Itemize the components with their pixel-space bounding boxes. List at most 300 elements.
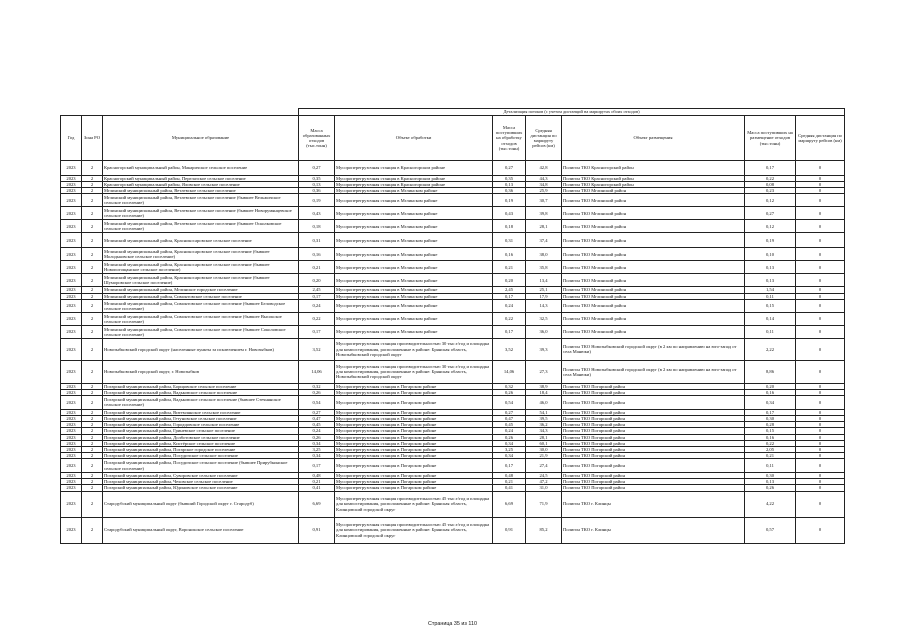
cell-disposal-object: Полигон ТКО Погарский район (562, 383, 745, 389)
table-header-row (61, 116, 845, 161)
cell-disposal-object: Полигон ТКО Мглинский район (562, 325, 745, 338)
cell-disposal-distance: 0 (796, 517, 845, 543)
cell-generated-mass: 3,25 (299, 446, 335, 452)
cell-year: 2023 (61, 287, 82, 293)
cell-zone: 2 (82, 299, 103, 312)
cell-disposal-object: Полигон ТКО Мглинский район (562, 188, 745, 194)
cell-processing-mass: 0,19 (493, 194, 526, 207)
cell-zone: 2 (82, 182, 103, 188)
cell-year: 2023 (61, 416, 82, 422)
cell-processing-object: Мусороперегрузочная станция в Погарском районе (335, 389, 493, 395)
cell-processing-mass: 0,24 (493, 428, 526, 434)
cell-municipality: Погарский муниципальный район, Гриневское сельское поселение (103, 428, 299, 434)
cell-zone: 2 (82, 274, 103, 287)
cell-processing-mass: 0,21 (493, 479, 526, 485)
cell-disposal-object: Полигон ТКО Мглинский район (562, 233, 745, 248)
cell-zone: 2 (82, 188, 103, 194)
header-municipality: Муниципальное образование (103, 116, 299, 161)
cell-year: 2023 (61, 428, 82, 434)
cell-processing-object: Мусороперегрузочная станция в Мглинском районе (335, 248, 493, 261)
table-row (61, 161, 845, 176)
cell-disposal-object: Полигон ТКО Мглинский район (562, 261, 745, 274)
cell-processing-object: Мусороперегрузочная станция в Погарском районе (335, 428, 493, 434)
cell-processing-mass: 0,34 (493, 440, 526, 446)
cell-processing-object: Мусороперегрузочная станция в Красногорском районе (335, 176, 493, 182)
table-row (61, 248, 845, 261)
cell-processing-object: Мусороперегрузочная станция в Погарском районе (335, 395, 493, 409)
cell-processing-mass: 0,16 (493, 248, 526, 261)
cell-generated-mass: 0,20 (299, 274, 335, 287)
cell-zone: 2 (82, 207, 103, 220)
waste-flow-table (60, 108, 845, 544)
cell-processing-mass: 3,52 (493, 338, 526, 360)
cell-municipality: Погарский муниципальный район, Городцовское сельское поселение (103, 422, 299, 428)
cell-generated-mass: 0,24 (299, 428, 335, 434)
cell-disposal-distance: 0 (796, 434, 845, 440)
cell-processing-object: Мусороперегрузочная станция в Погарском районе (335, 459, 493, 473)
table-row (61, 274, 845, 287)
cell-year: 2023 (61, 395, 82, 409)
cell-processing-mass: 0,54 (493, 395, 526, 409)
cell-processing-distance: 30,7 (526, 194, 562, 207)
cell-zone: 2 (82, 220, 103, 233)
cell-processing-object: Мусороперегрузочная станция в Погарском районе (335, 440, 493, 446)
cell-year: 2023 (61, 473, 82, 479)
cell-processing-distance: 30,0 (526, 446, 562, 452)
cell-disposal-mass: 0,34 (745, 395, 796, 409)
cell-processing-object: Мусороперегрузочная станция производительностью 30 тыс.т/год и площадка для компостирования, расположенные в районе: Брянская область, Новозыбковский городской округ (335, 338, 493, 360)
cell-processing-mass: 0,43 (493, 207, 526, 220)
cell-generated-mass: 0,27 (299, 161, 335, 176)
cell-disposal-distance: 0 (796, 261, 845, 274)
cell-processing-mass: 0,21 (493, 261, 526, 274)
cell-disposal-object: Полигон ТКО Погарский район (562, 473, 745, 479)
cell-processing-mass: 14,06 (493, 360, 526, 383)
cell-municipality: Погарский муниципальный район, Погарское городское поселение (103, 446, 299, 452)
cell-generated-mass: 0,26 (299, 434, 335, 440)
cell-municipality: Мглинский муниципальный район, Симонтовское сельское поселение (бывшее Соколовское сельское поселение) (103, 325, 299, 338)
cell-disposal-distance: 0 (796, 446, 845, 452)
cell-zone: 2 (82, 176, 103, 182)
cell-processing-object: Мусороперегрузочная станция в Погарском районе (335, 422, 493, 428)
cell-disposal-mass: 0,23 (745, 188, 796, 194)
cell-zone: 2 (82, 452, 103, 458)
cell-municipality: Погарский муниципальный район, Кистёрское сельское поселение (103, 440, 299, 446)
cell-processing-distance: 28,1 (526, 220, 562, 233)
cell-disposal-distance: 0 (796, 207, 845, 220)
cell-processing-mass: 0,27 (493, 161, 526, 176)
cell-disposal-mass: 2,05 (745, 446, 796, 452)
header-zone: Зона РО (82, 116, 103, 161)
cell-disposal-distance: 0 (796, 248, 845, 261)
cell-generated-mass: 0,31 (299, 233, 335, 248)
cell-year: 2023 (61, 261, 82, 274)
cell-disposal-distance: 0 (796, 360, 845, 383)
cell-disposal-mass: 0,26 (745, 485, 796, 491)
header-disposal-object: Объект размещения (562, 116, 745, 161)
cell-generated-mass: 0,41 (299, 485, 335, 491)
cell-processing-distance: 47,2 (526, 479, 562, 485)
cell-generated-mass: 0,16 (299, 248, 335, 261)
cell-processing-distance: 34,8 (526, 182, 562, 188)
cell-processing-distance: 21,9 (526, 452, 562, 458)
cell-disposal-object: Полигон ТКО Мглинский район (562, 293, 745, 299)
cell-zone: 2 (82, 434, 103, 440)
cell-processing-mass: 0,91 (493, 517, 526, 543)
cell-municipality: Погарский муниципальный район, Вадьковское сельское поселение (бывшее Стечнянское сельское поселение) (103, 395, 299, 409)
table-body (61, 161, 845, 544)
cell-zone: 2 (82, 360, 103, 383)
cell-municipality: Погарский муниципальный район, Витемлянское сельское поселение (103, 409, 299, 415)
cell-zone: 2 (82, 473, 103, 479)
cell-municipality: Мглинский муниципальный район, Симонтовское сельское поселение (бывшее Высокское сельское поселение) (103, 312, 299, 325)
cell-zone: 2 (82, 517, 103, 543)
cell-zone: 2 (82, 248, 103, 261)
cell-zone: 2 (82, 233, 103, 248)
cell-processing-object: Мусороперегрузочная станция в Погарском районе (335, 452, 493, 458)
cell-municipality: Погарский муниципальный район, Гетуновское сельское поселение (103, 416, 299, 422)
cell-municipality: Мглинский муниципальный район, Краснокосаровское сельское поселение (бывшее Шуморовское сельское поселение) (103, 274, 299, 287)
cell-generated-mass: 14,06 (299, 360, 335, 383)
cell-year: 2023 (61, 161, 82, 176)
cell-zone: 2 (82, 338, 103, 360)
cell-generated-mass: 0,27 (299, 409, 335, 415)
cell-disposal-object: Полигон ТКО Погарский район (562, 440, 745, 446)
cell-zone: 2 (82, 446, 103, 452)
table-super-header: Детализация потоков (с учетом дистанций на маршрутах обоих отходов) (299, 109, 845, 116)
cell-processing-object: Мусороперегрузочная станция в Мглинском районе (335, 188, 493, 194)
cell-disposal-mass: 8,86 (745, 360, 796, 383)
cell-processing-object: Мусороперегрузочная станция производительностью 45 тыс.т/год и площадка для компостирования, расположенные в районе: Брянская область, Клинцовский городской округ (335, 491, 493, 517)
cell-disposal-mass: 0,20 (745, 383, 796, 389)
cell-year: 2023 (61, 452, 82, 458)
cell-processing-distance: 28,1 (526, 434, 562, 440)
cell-processing-object: Мусороперегрузочная станция в Мглинском районе (335, 325, 493, 338)
cell-processing-distance: 71,9 (526, 491, 562, 517)
cell-processing-object: Мусороперегрузочная станция в Мглинском районе (335, 287, 493, 293)
cell-disposal-distance: 0 (796, 220, 845, 233)
cell-disposal-mass: 0,17 (745, 161, 796, 176)
cell-year: 2023 (61, 248, 82, 261)
cell-disposal-distance: 0 (796, 395, 845, 409)
cell-municipality: Мглинский муниципальный район, Краснокосаровское сельское поселение (бывшее Новопогощанское сельское поселение) (103, 261, 299, 274)
header-processing-object: Объект обработки (335, 116, 493, 161)
table-row (61, 395, 845, 409)
cell-disposal-object: Полигон ТКО Погарский район (562, 416, 745, 422)
cell-disposal-distance: 0 (796, 182, 845, 188)
cell-processing-mass: 0,41 (493, 485, 526, 491)
cell-zone: 2 (82, 261, 103, 274)
cell-processing-distance: 39,8 (526, 207, 562, 220)
cell-zone: 2 (82, 416, 103, 422)
cell-disposal-distance: 0 (796, 452, 845, 458)
cell-disposal-object: Полигон ТКО Мглинский район (562, 220, 745, 233)
cell-zone: 2 (82, 161, 103, 176)
table-row (61, 360, 845, 383)
cell-disposal-object: Полигон ТКО Красногорский район (562, 176, 745, 182)
cell-disposal-distance: 0 (796, 233, 845, 248)
cell-municipality: Мглинский муниципальный район, Симонтовское сельское поселение (103, 293, 299, 299)
cell-disposal-distance: 0 (796, 422, 845, 428)
cell-generated-mass: 0,47 (299, 416, 335, 422)
cell-municipality: Мглинский муниципальный район, Краснокосаровское сельское поселение (бывшее Молодьковское сельское поселение) (103, 248, 299, 261)
cell-generated-mass: 0,54 (299, 395, 335, 409)
cell-disposal-mass: 0,21 (745, 452, 796, 458)
cell-disposal-distance: 0 (796, 293, 845, 299)
cell-disposal-mass: 0,16 (745, 434, 796, 440)
cell-processing-distance: 85,2 (526, 517, 562, 543)
cell-processing-distance: 13,4 (526, 274, 562, 287)
cell-disposal-object: Полигон ТКО г. Клинцы (562, 491, 745, 517)
cell-zone: 2 (82, 389, 103, 395)
cell-municipality: Мглинский муниципальный район, Симонтовское сельское поселение (бывшее Беловодское сельское поселение) (103, 299, 299, 312)
cell-municipality: Погарский муниципальный район, Долботовское сельское поселение (103, 434, 299, 440)
cell-processing-mass: 0,31 (493, 233, 526, 248)
cell-generated-mass: 6,69 (299, 491, 335, 517)
cell-municipality: Мглинский муниципальный район, Мглинское городское поселение (103, 287, 299, 293)
cell-processing-distance: 39,3 (526, 338, 562, 360)
header-year: Год (61, 116, 82, 161)
cell-disposal-mass: 0,11 (745, 325, 796, 338)
cell-generated-mass: 0,26 (299, 389, 335, 395)
cell-processing-mass: 0,20 (493, 274, 526, 287)
cell-generated-mass: 3,52 (299, 338, 335, 360)
cell-disposal-distance: 0 (796, 299, 845, 312)
cell-year: 2023 (61, 325, 82, 338)
table-row (61, 517, 845, 543)
cell-generated-mass: 0,32 (299, 383, 335, 389)
cell-year: 2023 (61, 233, 82, 248)
cell-processing-distance: 18,4 (526, 389, 562, 395)
cell-processing-distance: 54,1 (526, 409, 562, 415)
cell-zone: 2 (82, 383, 103, 389)
cell-zone: 2 (82, 409, 103, 415)
cell-processing-object: Мусороперегрузочная станция в Мглинском районе (335, 233, 493, 248)
cell-year: 2023 (61, 188, 82, 194)
cell-zone: 2 (82, 491, 103, 517)
cell-processing-mass: 0,35 (493, 176, 526, 182)
cell-generated-mass: 0,17 (299, 459, 335, 473)
cell-processing-mass: 0,26 (493, 389, 526, 395)
cell-municipality: Погарский муниципальный район, Суворовское сельское поселение (103, 473, 299, 479)
cell-processing-distance: 32,5 (526, 312, 562, 325)
table-row (61, 491, 845, 517)
cell-generated-mass: 0,24 (299, 299, 335, 312)
cell-disposal-mass: 0,57 (745, 517, 796, 543)
cell-disposal-distance: 0 (796, 188, 845, 194)
table-row (61, 233, 845, 248)
cell-processing-object: Мусороперегрузочная станция производительностью 45 тыс.т/год и площадка для компостирования, расположенные в районе: Брянская область, Клинцовский городской округ (335, 517, 493, 543)
cell-processing-distance: 14,3 (526, 299, 562, 312)
cell-processing-object: Мусороперегрузочная станция в Погарском районе (335, 383, 493, 389)
table-row (61, 261, 845, 274)
cell-zone: 2 (82, 428, 103, 434)
cell-disposal-object: Полигон ТКО Мглинский район (562, 287, 745, 293)
cell-disposal-object: Полигон ТКО Мглинский район (562, 248, 745, 261)
cell-processing-object: Мусороперегрузочная станция производительностью 30 тыс.т/год и площадка для компостирования, расположенные в районе: Брянская область, Новозыбковский городской округ (335, 360, 493, 383)
cell-disposal-object: Полигон ТКО Мглинский район (562, 312, 745, 325)
cell-generated-mass: 0,19 (299, 194, 335, 207)
cell-disposal-mass: 0,15 (745, 299, 796, 312)
cell-processing-mass: 0,17 (493, 325, 526, 338)
cell-year: 2023 (61, 207, 82, 220)
cell-processing-distance: 35,8 (526, 261, 562, 274)
cell-zone: 2 (82, 440, 103, 446)
cell-generated-mass: 0,22 (299, 312, 335, 325)
cell-disposal-distance: 0 (796, 287, 845, 293)
cell-disposal-mass: 0,12 (745, 194, 796, 207)
cell-disposal-mass: 0,17 (745, 409, 796, 415)
cell-generated-mass: 0,21 (299, 261, 335, 274)
cell-year: 2023 (61, 312, 82, 325)
cell-processing-mass: 6,69 (493, 491, 526, 517)
cell-municipality: Погарский муниципальный район, Юдиновское сельское поселение (103, 485, 299, 491)
cell-processing-mass: 0,24 (493, 299, 526, 312)
cell-year: 2023 (61, 517, 82, 543)
header-disposal-distance: Средняя дистанция по маршруту рейсов (км) (796, 116, 845, 161)
cell-processing-distance: 60,1 (526, 440, 562, 446)
cell-processing-distance: 17,9 (526, 293, 562, 299)
cell-generated-mass: 0,17 (299, 293, 335, 299)
cell-disposal-object: Полигон ТКО Мглинский район (562, 194, 745, 207)
cell-year: 2023 (61, 383, 82, 389)
header-generated-mass: Масса образованных отходов (тыс.тонн) (299, 116, 335, 161)
cell-municipality: Стародубский муниципальный округ (бывший Городской округ г. Стародуб) (103, 491, 299, 517)
cell-year: 2023 (61, 338, 82, 360)
cell-generated-mass: 0,17 (299, 325, 335, 338)
cell-disposal-object: Полигон ТКО Погарский район (562, 479, 745, 485)
cell-disposal-object: Полигон ТКО Погарский район (562, 446, 745, 452)
cell-processing-mass: 0,13 (493, 182, 526, 188)
cell-disposal-object: Полигон ТКО Погарский район (562, 428, 745, 434)
cell-disposal-mass: 0,22 (745, 176, 796, 182)
cell-processing-distance: 25,1 (526, 287, 562, 293)
cell-zone: 2 (82, 459, 103, 473)
cell-processing-object: Мусороперегрузочная станция в Мглинском районе (335, 207, 493, 220)
table-row (61, 220, 845, 233)
cell-disposal-distance: 0 (796, 383, 845, 389)
cell-municipality: Новозыбковский городской округ (населенные пункты за исключением г. Новозыбков) (103, 338, 299, 360)
cell-disposal-distance: 0 (796, 325, 845, 338)
cell-year: 2023 (61, 434, 82, 440)
table-row (61, 207, 845, 220)
cell-generated-mass: 0,21 (299, 479, 335, 485)
cell-disposal-object: Полигон ТКО Погарский район (562, 409, 745, 415)
cell-year: 2023 (61, 440, 82, 446)
cell-disposal-object: Полигон ТКО Погарский район (562, 389, 745, 395)
cell-year: 2023 (61, 360, 82, 383)
cell-municipality: Мглинский муниципальный район, Ветлевское сельское поселение (103, 188, 299, 194)
cell-disposal-mass: 0,15 (745, 428, 796, 434)
cell-year: 2023 (61, 409, 82, 415)
cell-processing-distance: 46,0 (526, 395, 562, 409)
cell-disposal-distance: 0 (796, 428, 845, 434)
table-row (61, 459, 845, 473)
cell-processing-distance: 25,9 (526, 188, 562, 194)
cell-zone: 2 (82, 194, 103, 207)
cell-disposal-mass: 0,13 (745, 274, 796, 287)
cell-disposal-mass: 0,28 (745, 422, 796, 428)
cell-disposal-mass: 0,22 (745, 440, 796, 446)
cell-processing-mass: 0,17 (493, 293, 526, 299)
table-row (61, 325, 845, 338)
cell-processing-object: Мусороперегрузочная станция в Мглинском районе (335, 261, 493, 274)
cell-processing-distance: 34,3 (526, 428, 562, 434)
cell-processing-distance: 37,4 (526, 233, 562, 248)
cell-generated-mass: 0,34 (299, 440, 335, 446)
cell-municipality: Стародубский муниципальный округ, Воронокское сельское поселение (103, 517, 299, 543)
cell-zone: 2 (82, 479, 103, 485)
cell-processing-distance: 31,0 (526, 485, 562, 491)
cell-processing-object: Мусороперегрузочная станция в Мглинском районе (335, 194, 493, 207)
cell-generated-mass: 0,45 (299, 422, 335, 428)
header-disposal-mass: Масса поступивших на размещение отходов (тыс.тонн) (745, 116, 796, 161)
cell-processing-mass: 2,45 (493, 287, 526, 293)
cell-processing-mass: 3,25 (493, 446, 526, 452)
cell-disposal-object: Полигон ТКО Новозыбковский городской округ (в 2 км по направлению на юго-запад от села Манюки) (562, 338, 745, 360)
cell-disposal-mass: 0,27 (745, 207, 796, 220)
cell-processing-object: Мусороперегрузочная станция в Красногорском районе (335, 161, 493, 176)
cell-disposal-mass: 0,11 (745, 459, 796, 473)
table-row (61, 194, 845, 207)
cell-zone: 2 (82, 422, 103, 428)
cell-generated-mass: 0,18 (299, 220, 335, 233)
cell-municipality: Мглинский муниципальный район, Краснокосаровское сельское поселение (103, 233, 299, 248)
cell-processing-mass: 0,48 (493, 473, 526, 479)
cell-disposal-object: Полигон ТКО Красногорский район (562, 161, 745, 176)
cell-disposal-distance: 0 (796, 473, 845, 479)
cell-disposal-mass: 0,30 (745, 416, 796, 422)
cell-disposal-mass: 0,19 (745, 233, 796, 248)
cell-processing-mass: 0,17 (493, 459, 526, 473)
cell-disposal-object: Полигон ТКО Красногорский район (562, 182, 745, 188)
cell-disposal-mass: 0,12 (745, 220, 796, 233)
cell-year: 2023 (61, 422, 82, 428)
cell-year: 2023 (61, 274, 82, 287)
cell-generated-mass: 0,34 (299, 452, 335, 458)
table-row (61, 338, 845, 360)
cell-generated-mass: 0,43 (299, 207, 335, 220)
cell-processing-object: Мусороперегрузочная станция в Погарском районе (335, 416, 493, 422)
cell-disposal-mass: 0,11 (745, 293, 796, 299)
cell-processing-distance: 36,2 (526, 422, 562, 428)
cell-year: 2023 (61, 446, 82, 452)
cell-processing-object: Мусороперегрузочная станция в Погарском районе (335, 409, 493, 415)
cell-municipality: Погарский муниципальный район, Вадьковское сельское поселение (103, 389, 299, 395)
cell-disposal-distance: 0 (796, 161, 845, 176)
cell-processing-distance: 44,3 (526, 176, 562, 182)
cell-processing-object: Мусороперегрузочная станция в Погарском районе (335, 446, 493, 452)
cell-disposal-object: Полигон ТКО Погарский район (562, 434, 745, 440)
cell-disposal-mass: 0,13 (745, 479, 796, 485)
cell-processing-mass: 0,26 (493, 434, 526, 440)
cell-processing-mass: 0,27 (493, 409, 526, 415)
cell-disposal-mass: 0,14 (745, 312, 796, 325)
cell-processing-mass: 0,34 (493, 452, 526, 458)
header-processing-distance: Средняя дистанция по маршруту рейсов (км) (526, 116, 562, 161)
cell-generated-mass: 0,36 (299, 188, 335, 194)
cell-processing-mass: 0,22 (493, 312, 526, 325)
cell-municipality: Новозыбковский городской округ, г. Новозыбков (103, 360, 299, 383)
cell-disposal-object: Полигон ТКО Мглинский район (562, 207, 745, 220)
cell-year: 2023 (61, 459, 82, 473)
cell-processing-object: Мусороперегрузочная станция в Погарском районе (335, 479, 493, 485)
cell-municipality: Погарский муниципальный район, Борщовское сельское поселение (103, 383, 299, 389)
table-row (61, 299, 845, 312)
cell-zone: 2 (82, 293, 103, 299)
cell-processing-object: Мусороперегрузочная станция в Мглинском районе (335, 220, 493, 233)
cell-year: 2023 (61, 293, 82, 299)
